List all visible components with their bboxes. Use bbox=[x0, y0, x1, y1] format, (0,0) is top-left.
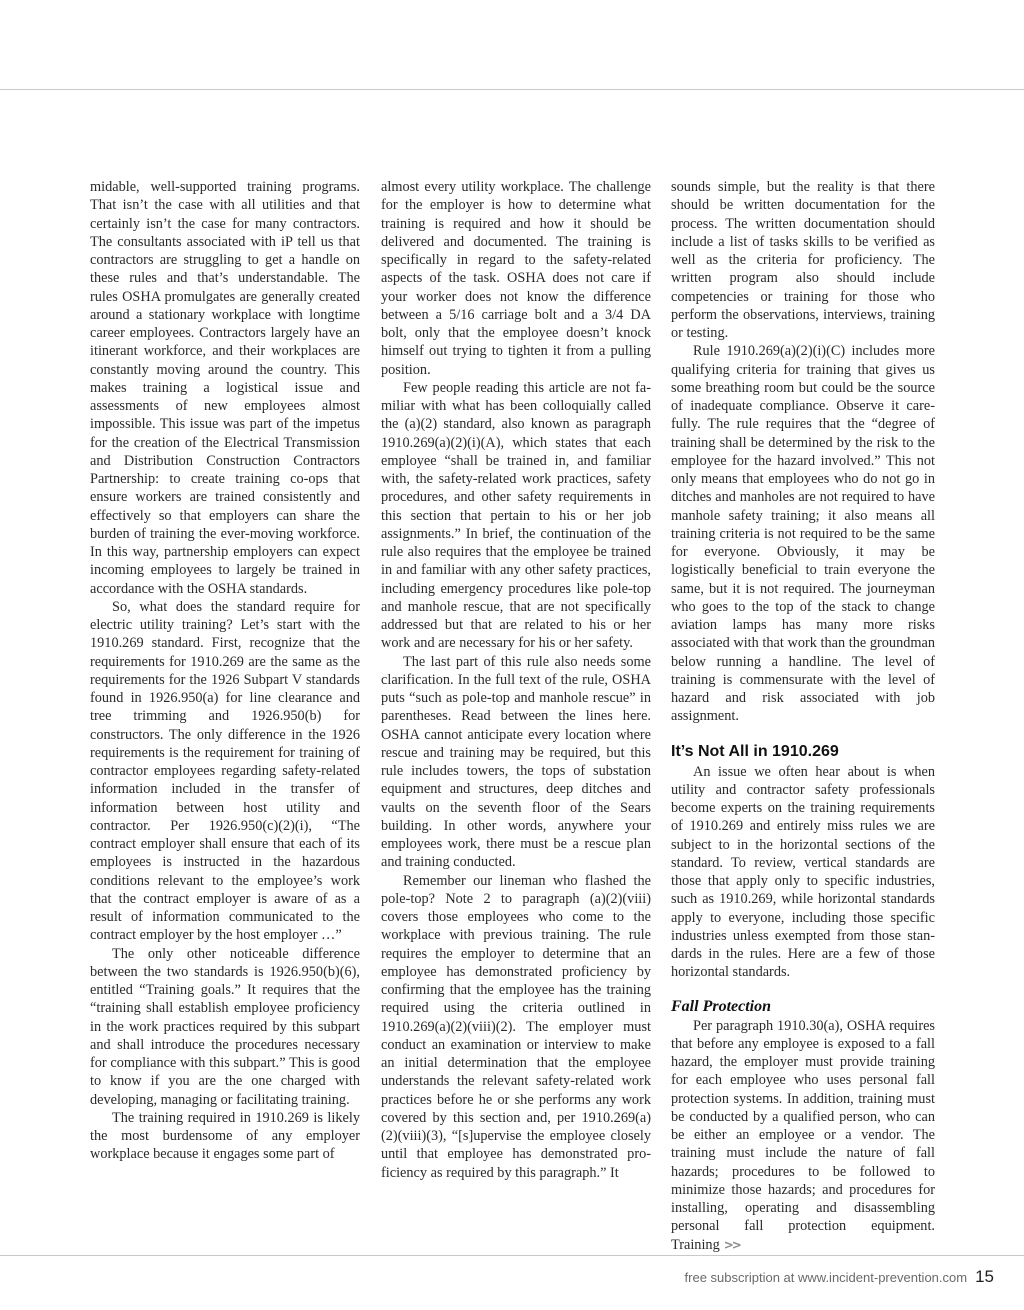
paragraph: An issue we often hear about is when utility and contractor safety professionals become experts on the training requirements of 1910.269 and entirely miss rules we are subject to in the horizontal sections of the standard. To review, vertical standards are those that apply only to specific industries, such as 1910.269, while horizontal standards apply to everyone, including those specific industries unless exempted from those standards in the rules. Here are a few of those horizontal standards. bbox=[671, 763, 935, 981]
paragraph-text: Per paragraph 1910.30(a), OSHA requires that before any employee is exposed to a fall hazard, the employer must provide training for each employee who uses personal fall protection systems. In addition, training must be conducted by a qualified person, who can be either an employee or a vendor. The training must include the nature of fall hazards; procedures to be followed to minimize those hazards; and procedures for installing, operating and disassembling personal fall protection equipment. Training bbox=[671, 1017, 935, 1253]
paragraph: So, what does the standard require for electric utility training? Let’s start with the 1910.269 standard. First, recognize that the requirements for 1910.269 are the same as the requirements for the 1926 Subpart V standards found in 1926.950(a) for line clearance and tree trimming and 1926.950(b) for constructors. The only difference in the 1926 requirements is the requirement for training of contractor employees regarding safety-related information included in the transfer of information between host utility and contractor. Per 1926.950(c)(2)(i), “The contract employer shall ensure that each of its employees is instructed in the hazardous conditions relevant to the employee’s work that the contract employer is aware of as a result of information communicated to the contract employer by the host employer …” bbox=[90, 598, 360, 944]
paragraph: The last part of this rule also needs some clarification. In the full text of the rule, OSHA puts “such as pole-top and manhole rescue” in parentheses. Read between the lines here. OSHA cannot anticipate every location where rescue and training may be required, but this rule includes towers, the tops of substation equipment and structures, deep ditches and vaults on the seventh floor of the Sears building. In other words, anywhere your employees work, there must be a rescue plan and training conducted. bbox=[381, 653, 651, 871]
page-footer bbox=[685, 1267, 994, 1287]
paragraph: midable, well-supported training programs. That isn’t the case with all utilities and that certainly isn’t the case for many contractors. The consultants associated with iP tell us that contractors are struggling to get a handle on these rules and that’s understandable. The rules OSHA promulgates are generally created around a stationary workplace with longtime career employees. Contractors largely have an itinerant workforce, and their workplaces are constantly moving around the country. This makes training a logistical issue and assessments of new employees almost impossible. This issue was part of the impetus for the creation of the Electrical Transmission and Distribution Construction Contractors Partnership: to create training co-ops that ensure workers are trained consistently and effectively so that employers can share the burden of training the ever-moving workforce. In this way, partnership employers can expect incoming employees to largely be trained in accordance with the OSHA standards. bbox=[90, 179, 360, 597]
paragraph: Few people reading this article are not familiar with what has been colloquially called the (a)(2) standard, also known as paragraph 1910.269(a)(2)(i)(A), which states that each employee “shall be trained in, and familiar with, the safety-related work practices, safety procedures, and other safety requirements in this section that pertain to his or her job assignments.” In brief, the continuation of the rule also requires that the employee be trained in and familiar with any other safety practices, including emergency procedures like pole-top and manhole rescue, that are not specifically addressed but that are related to his or her work and are necessary for his or her safety. bbox=[381, 379, 651, 652]
top-divider bbox=[0, 89, 1024, 90]
page-number: 15 bbox=[975, 1267, 994, 1286]
paragraph: sounds simple, but the reality is that there should be written documentation for the process. The written documentation should include a list of tasks skills to be verified as well as the criteria for proficiency. The written program also should include competencies or training for those who perform the observations, interviews, training or testing. bbox=[671, 179, 935, 341]
paragraph: almost every utility workplace. The challenge for the employer is how to determine what training is required and how it should be delivered and documented. The training is specifically in regard to the safety-related aspects of the task. OSHA does not care if your worker does not know the difference between a 5/16 carriage bolt and a 3/4 DA bolt, only that the employee doesn’t knock himself out trying to tighten it from a pulling position. bbox=[381, 179, 651, 378]
bottom-divider bbox=[0, 1255, 1024, 1256]
paragraph: The only other noticeable difference between the two standards is 1926.950(b)(6), entitled “Training goals.” It requires that the “training shall establish employee proficiency in the work practices required by this subpart and shall introduce the procedures necessary for compliance with this subpart.” This is good to know if you are the one charged with developing, managing or facilitating training. bbox=[90, 945, 360, 1108]
paragraph: Remember our lineman who flashed the pole-top? Note 2 to paragraph (a)(2)(viii) covers those employees who come to the workplace with previous training. The rule requires the employer to determine that an employee has demonstrated proficiency by confirming that the employee has the training required using the criteria outlined in 1910.269(a)(2)(viii)(2). The employer must conduct an examination or interview to make an initial determination that the employee understands the relevant safety-related work practices before he or she performs any work covered by this section and, per 1910.269(a)(2)(viii)(3), “[s]upervise the employee closely until that employee has demonstrated proficiency as required by this paragraph.” It bbox=[381, 872, 651, 1181]
continue-arrow-icon: >> bbox=[723, 1237, 740, 1252]
article-column-2 bbox=[381, 178, 651, 1182]
subsection-heading: Fall Protection bbox=[671, 997, 771, 1015]
paragraph: The training required in 1910.269 is likely the most burdensome of any employer workplace because it engages some part of bbox=[90, 1109, 360, 1163]
paragraph: Rule 1910.269(a)(2)(i)(C) includes more qualifying criteria for training that gives us some breathing room but could be the source of inadequate compliance. Observe it carefully. The rule requires that the “degree of training shall be determined by the risk to the employee for the hazard involved.” This not only means that employees who do not go in ditches and manholes are not required to have manhole safety training; it also means all training criteria is not required to be the same for everyone. Obviously, it may be logistically beneficial to train everyone the same, but it is not required. The journeyman who goes to the top of the stack to change aviation lamps has many more risks associated with that work than the groundman below running a handline. The level of training is commensurate with the level of hazard and risk associated with job assignment. bbox=[671, 343, 935, 725]
paragraph-with-continue bbox=[671, 1017, 935, 1254]
section-heading: It’s Not All in 1910.269 bbox=[671, 742, 839, 760]
article-column-1 bbox=[90, 178, 360, 1164]
subscription-link[interactable]: free subscription at www.incident-prevention.com bbox=[684, 1270, 968, 1285]
article-column-3 bbox=[671, 178, 935, 1254]
